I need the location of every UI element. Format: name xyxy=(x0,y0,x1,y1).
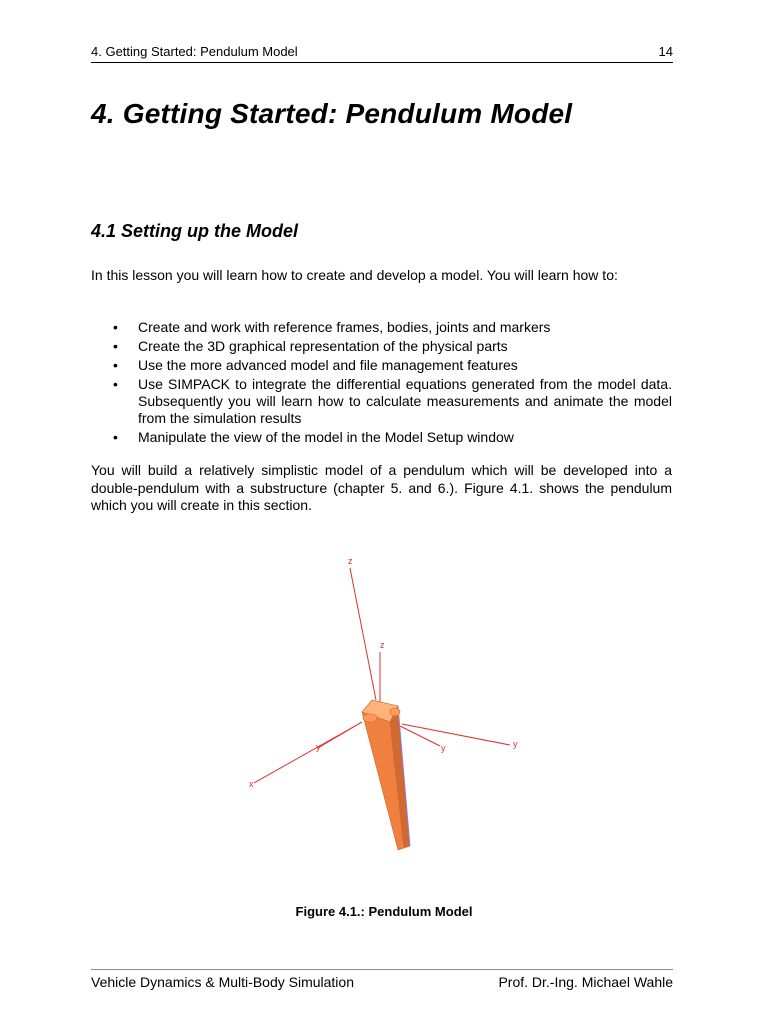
right-y-inner-axis xyxy=(400,726,440,746)
right-y-inner-label: y xyxy=(441,743,446,753)
list-item-text: Use the more advanced model and file management features xyxy=(138,356,518,373)
list-item-text: Create and work with reference frames, bodies, joints and markers xyxy=(138,319,551,335)
footer-author: Prof. Dr.-Ing. Michael Wahle xyxy=(498,974,673,990)
bullet-icon: • xyxy=(113,319,118,335)
left-x-label: x xyxy=(249,779,254,789)
pendulum-body xyxy=(362,700,410,850)
outer-z-label: z xyxy=(348,556,353,566)
learning-goals-list xyxy=(91,319,672,448)
pendulum-model-figure xyxy=(238,548,538,858)
page-header xyxy=(91,42,673,63)
list-item xyxy=(91,319,672,336)
outer-z-axis xyxy=(350,568,376,700)
body-paragraph: You will build a relatively simplistic model of a pendulum which will be developed into a double-pendulum with a substructure (chapter 5. and 6.). Figure 4.1. shows the pendulum which you will create in this section. xyxy=(91,462,672,513)
list-item xyxy=(91,429,672,446)
list-item xyxy=(91,376,672,428)
footer-course-title: Vehicle Dynamics & Multi-Body Simulation xyxy=(91,974,354,990)
bullet-icon: • xyxy=(113,429,118,446)
page-number: 14 xyxy=(658,44,673,59)
bullet-icon: • xyxy=(113,337,118,354)
list-item xyxy=(91,357,672,374)
right-y-label: y xyxy=(513,739,518,749)
list-item-text: Create the 3D graphical representation of the physical parts xyxy=(138,337,508,354)
page-footer xyxy=(91,969,673,994)
running-title: 4. Getting Started: Pendulum Model xyxy=(91,44,298,59)
chapter-title: 4. Getting Started: Pendulum Model xyxy=(91,98,573,129)
joint-marker xyxy=(363,714,377,722)
inner-z-label: z xyxy=(380,640,385,650)
joint-marker xyxy=(390,708,400,716)
intro-paragraph: In this lesson you will learn how to create and develop a model. You will learn how to: xyxy=(91,267,618,283)
bullet-icon: • xyxy=(113,375,118,392)
list-item-text: Use SIMPACK to integrate the differential equations generated from the model data. Subsequently you will learn how to calculate measurements and animate the model from the simulation results xyxy=(138,375,672,427)
left-x-axis xyxy=(254,722,362,783)
section-title: 4.1 Setting up the Model xyxy=(91,221,299,241)
bullet-icon: • xyxy=(113,356,118,373)
figure-caption: Figure 4.1.: Pendulum Model xyxy=(295,904,473,919)
right-y-axis xyxy=(402,724,510,745)
list-item xyxy=(91,338,672,355)
left-y-label: y xyxy=(316,742,321,752)
list-item-text: Manipulate the view of the model in the Model Setup window xyxy=(138,429,514,446)
